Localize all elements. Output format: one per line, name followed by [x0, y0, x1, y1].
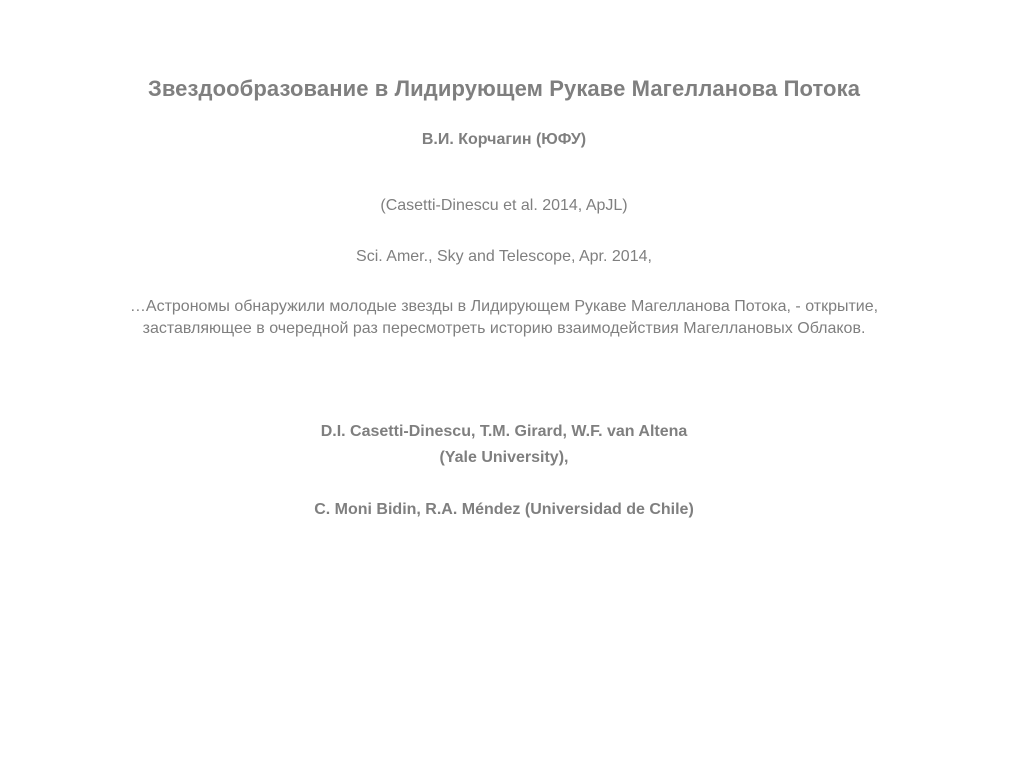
- authors-line: C. Moni Bidin, R.A. Méndez (Universidad de Chile): [314, 501, 694, 518]
- authors-line: D.I. Casetti-Dinescu, T.M. Girard, W.F. van Altena: [320, 423, 688, 440]
- affiliation-line: (Yale University),: [439, 449, 569, 466]
- quote-line: заставляющее в очередной раз пересмотреть историю взаимодействия Магеллановых Облаков.: [142, 320, 866, 337]
- slide-title: Звездообразование в Лидирующем Рукаве Магелланова Потока: [147, 76, 861, 101]
- spacer: [0, 471, 1008, 497]
- quote-line: …Астрономы обнаружили молодые звезды в Лидирующем Рукаве Магелланова Потока, - открытие,: [129, 298, 879, 315]
- paper-citation: (Casetti-Dinescu et al. 2014, ApJL): [380, 197, 628, 214]
- presenter-name: В.И. Корчагин (ЮФУ): [421, 131, 587, 148]
- press-quote: [0, 296, 1008, 340]
- press-reference: Sci. Amer., Sky and Telescope, Apr. 2014,: [356, 248, 652, 265]
- paper-authors: [0, 419, 1008, 523]
